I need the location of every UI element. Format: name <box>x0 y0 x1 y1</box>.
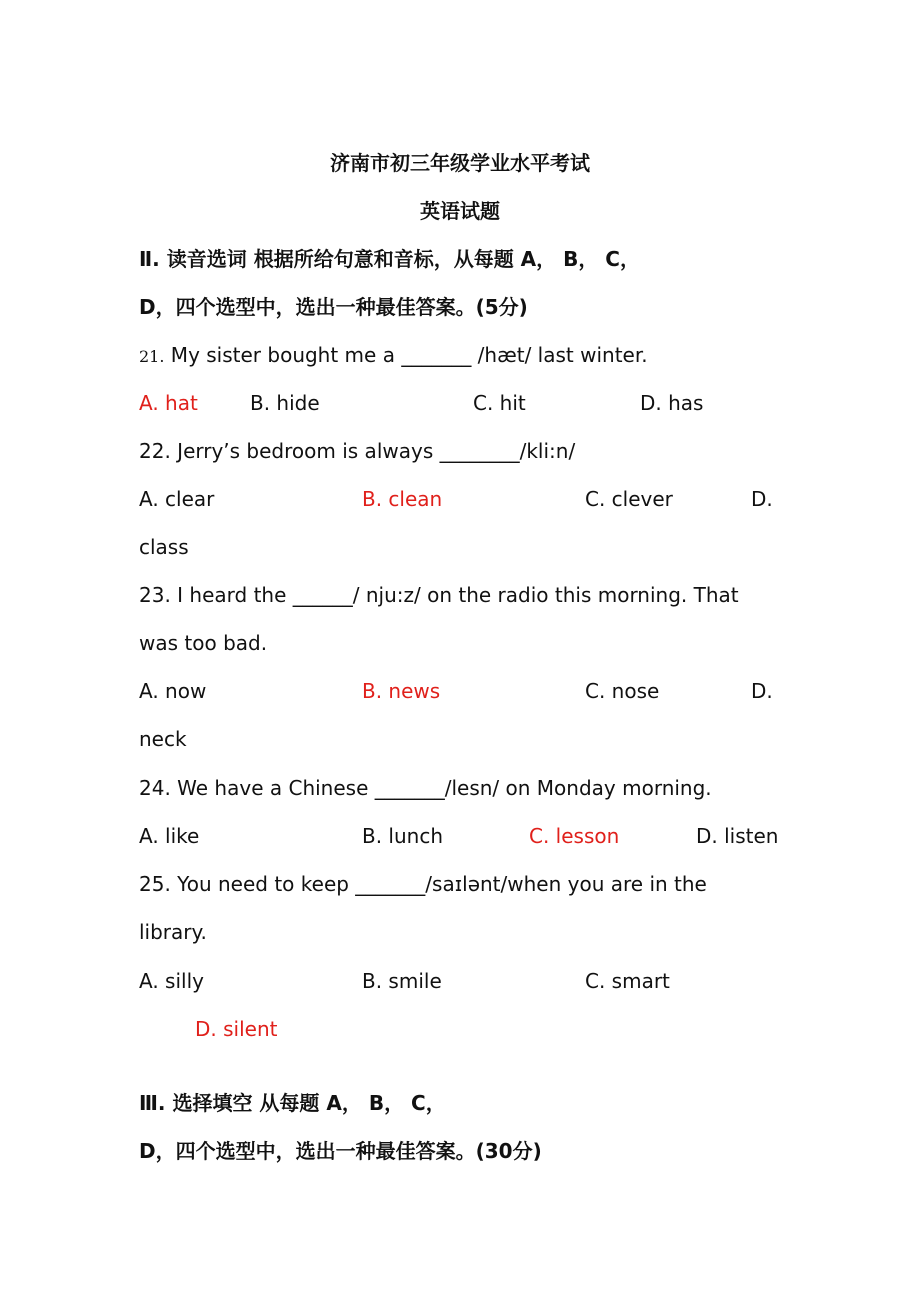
q22-option-d-text: class <box>139 535 189 559</box>
question-24: 24. We have a Chinese _______/lesn/ on Monday morning. <box>139 776 712 800</box>
q21-option-c: C. hit <box>473 391 526 415</box>
q25-option-a: A. silly <box>139 969 204 993</box>
q25-option-b: B. smile <box>362 969 442 993</box>
q23-option-d: D. <box>751 679 773 703</box>
q23-option-b: B. news <box>362 679 441 703</box>
question-22: 22. Jerry’s bedroom is always ________/kli:n/ <box>139 439 576 463</box>
q22-option-d: D. <box>751 487 773 511</box>
section-3-heading: Ⅲ. 选择填空 从每题 A， B， C， <box>139 1091 446 1115</box>
question-21-number: 21. <box>139 347 165 366</box>
q22-option-c: C. clever <box>585 487 673 511</box>
question-21-text: My sister bought me a _______ /hæt/ last winter. <box>164 343 648 367</box>
q21-option-a: A. hat <box>139 391 198 415</box>
q25-option-c: C. smart <box>585 969 670 993</box>
question-21 <box>139 331 648 381</box>
q24-option-b: B. lunch <box>362 824 444 848</box>
section-2-heading: Ⅱ. 读音选词 根据所给句意和音标，从每题 A， B， C， <box>139 247 640 271</box>
q22-option-a: A. clear <box>139 487 215 511</box>
question-23: 23. I heard the ______/ nju:z/ on the radio this morning. That <box>139 583 739 607</box>
section-2-heading-cont: D，四个选型中，选出一种最佳答案。(5分) <box>139 295 528 319</box>
q24-option-c: C. lesson <box>529 824 620 848</box>
q24-option-a: A. like <box>139 824 200 848</box>
q25-option-d: D. silent <box>195 1017 278 1041</box>
question-25: 25. You need to keep _______/saɪlənt/when you are in the <box>139 872 707 896</box>
section-3-heading-cont: D，四个选型中，选出一种最佳答案。(30分) <box>139 1139 542 1163</box>
q21-option-b: B. hide <box>250 391 320 415</box>
exam-title: 济南市初三年级学业水平考试 <box>330 151 590 175</box>
q23-option-c: C. nose <box>585 679 660 703</box>
q23-option-a: A. now <box>139 679 207 703</box>
q24-option-d: D. listen <box>696 824 779 848</box>
q22-option-b: B. clean <box>362 487 443 511</box>
question-23-cont: was too bad. <box>139 631 268 655</box>
question-25-cont: library. <box>139 920 207 944</box>
q21-option-d: D. has <box>640 391 704 415</box>
q23-option-d-text: neck <box>139 727 187 751</box>
exam-subtitle: 英语试题 <box>420 199 500 223</box>
